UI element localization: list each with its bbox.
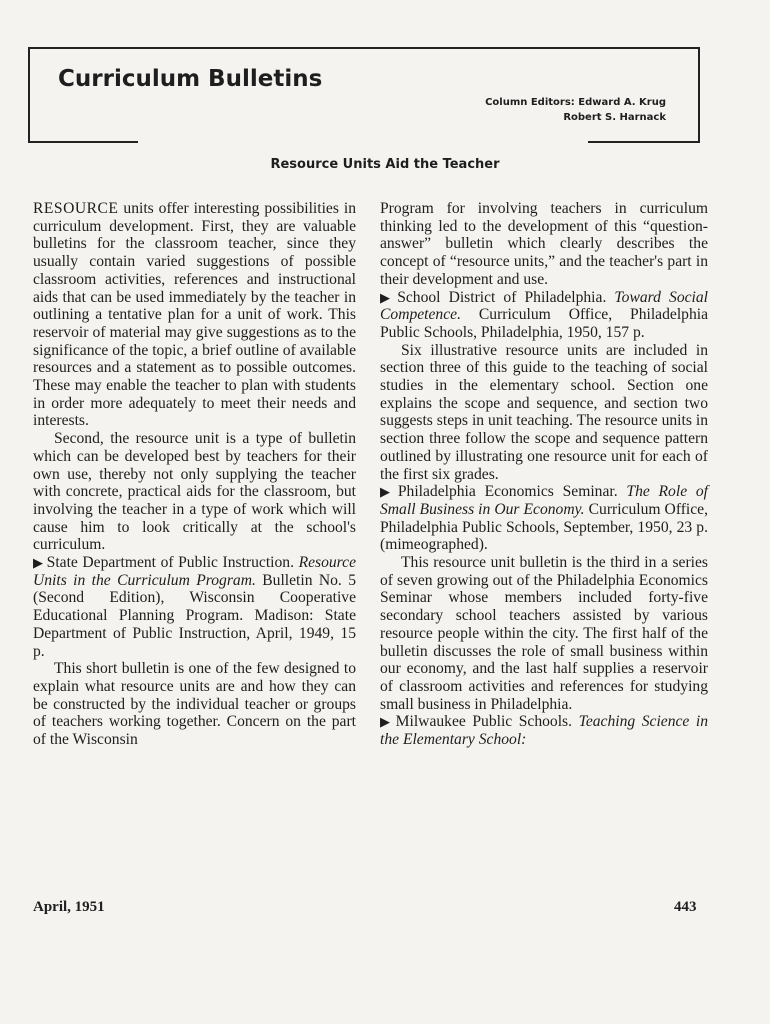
entry-title: Resource Units in the Curriculum Program. bbox=[33, 554, 357, 589]
philadelphia-seminar-description: This resource unit bulletin is the third in a series of seven growing out of the Philadelphia Economics Seminar whose members included forty-five secondary school teachers assisted by various resource people within the city. The first half of the bulletin discusses the role of small business within our economy, and the last half supplies a reservoir of classroom activities and references for studying small business in Philadelphia. bbox=[380, 554, 708, 713]
entry-source: Philadelphia Economics Seminar. bbox=[397, 483, 618, 501]
triangle-pointer-icon: ▶ bbox=[380, 289, 395, 305]
triangle-pointer-icon: ▶ bbox=[33, 555, 44, 571]
right-column bbox=[380, 200, 708, 749]
bulletin-entry-philadelphia-seminar bbox=[380, 483, 708, 554]
bulletin-entry-milwaukee bbox=[380, 713, 708, 748]
triangle-pointer-icon: ▶ bbox=[380, 484, 395, 500]
intro-text: units offer interesting possibilities in curriculum development. First, they are valuable bulletins for the classroom teacher, since they usually contain varied suggestions of possible classroom activities, references and instructional aids that can be used immediately by the teacher in outlining a tentative plan for a unit of work. This reservoir of material may give suggestions as to the significance of the topic, a brief outline of available resources and a statement as to possible outcomes. These may enable the teacher to plan with students in order more adequately to meet their needs and interests. bbox=[33, 200, 356, 430]
triangle-pointer-icon: ▶ bbox=[380, 714, 393, 730]
header-rule-left bbox=[28, 141, 138, 143]
section-heading: Resource Units Aid the Teacher bbox=[270, 157, 500, 172]
entry-source: Milwaukee Public Schools. bbox=[395, 713, 573, 731]
entry-details: Curriculum Office, Philadelphia Public Schools, September, 1950, 23 p. (mimeographed). bbox=[380, 500, 708, 554]
editors-line-1: Column Editors: Edward A. Krug bbox=[485, 97, 666, 108]
bulletin-entry-wisconsin bbox=[33, 554, 356, 660]
wisconsin-description: This short bulletin is one of the few designed to explain what resource units are and how they can be constructed by the individual teacher or groups of teachers working together. Concern on the part of the Wisconsin bbox=[33, 660, 356, 749]
header-rule-right bbox=[588, 141, 700, 143]
bulletin-entry-philadelphia-district bbox=[380, 289, 708, 342]
editors-line-2: Robert S. Harnack bbox=[563, 112, 666, 123]
entry-title: The Role of Small Business in Our Economy. bbox=[380, 483, 708, 518]
wisconsin-description-continued: Program for involving teachers in curriculum thinking led to the development of this “question-answer” bulletin which clearly describes the concept of “resource units,” and the teacher's part in their development and use. bbox=[380, 200, 708, 288]
column-editors bbox=[485, 95, 666, 125]
intro-paragraph bbox=[33, 200, 356, 430]
philadelphia-district-description: Six illustrative resource units are included in section three of this guide to the teaching of social studies in the elementary school. Section one explains the scope and sequence, and section two suggests steps in unit teaching. The resource units in section three follow the scope and sequence pattern outlined by illustrating one resource unit for each of the first six grades. bbox=[380, 341, 708, 483]
left-column bbox=[33, 200, 356, 749]
page-number: 443 bbox=[674, 899, 697, 915]
entry-details: Bulletin No. 5 (Second Edition), Wisconsin Cooperative Educational Planning Program. Madison: State Department of Public Instruction, April, 1949, 15 p. bbox=[33, 571, 356, 660]
intro-lead-word: RESOURCE bbox=[33, 200, 119, 217]
entry-details: Curriculum Office, Philadelphia Public Schools, Philadelphia, 1950, 157 p. bbox=[380, 306, 708, 341]
second-paragraph: Second, the resource unit is a type of bulletin which can be developed best by teachers for their own use, thereby not only supplying the teacher with concrete, practical aids for the classroom, but involving the teacher in a type of work which will cause him to look critically at the school's curriculum. bbox=[33, 430, 356, 554]
entry-title: Toward Social Competence. bbox=[380, 288, 708, 324]
page-title: Curriculum Bulletins bbox=[58, 66, 323, 92]
footer-date: April, 1951 bbox=[33, 899, 105, 915]
entry-source: School District of Philadelphia. bbox=[397, 288, 607, 306]
entry-title: Teaching Science in the Elementary School: bbox=[380, 713, 709, 749]
entry-source: State Department of Public Instruction. bbox=[46, 554, 294, 572]
